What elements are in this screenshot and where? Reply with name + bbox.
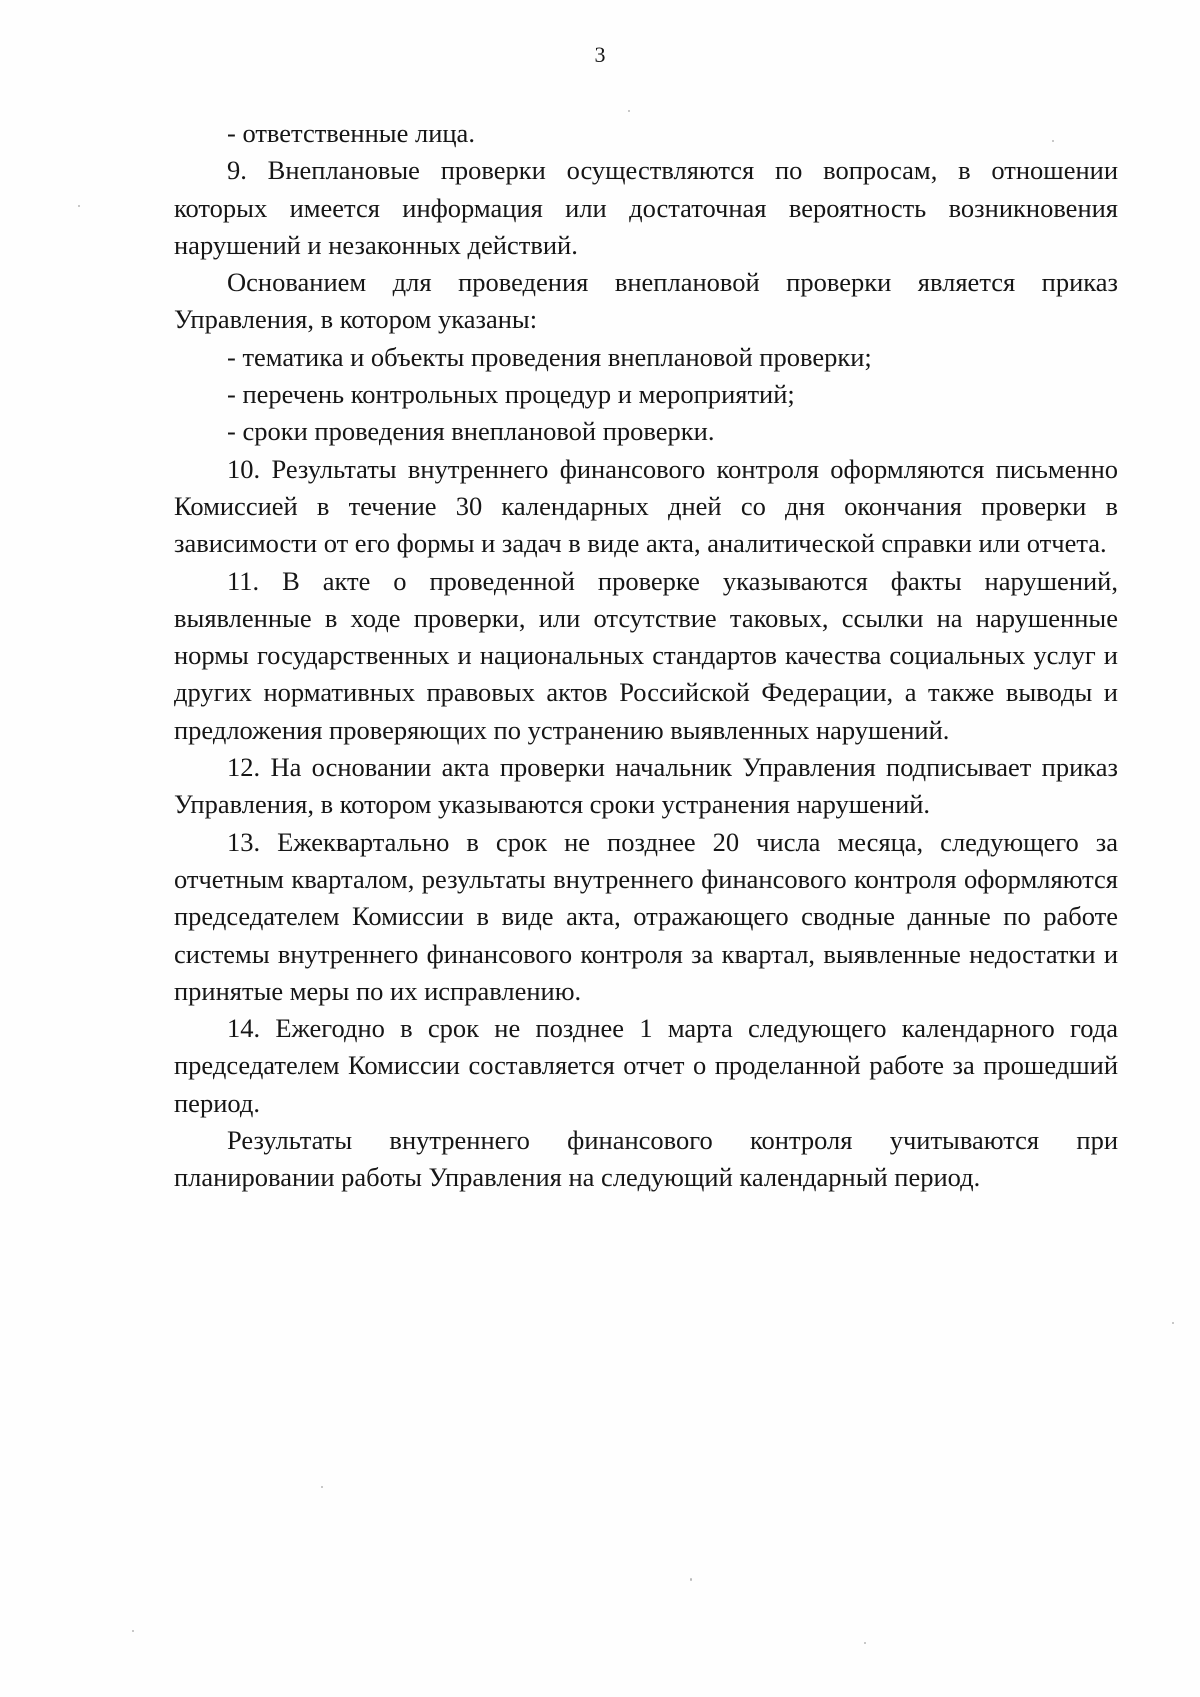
list-item-deadlines: - сроки проведения внеплановой проверки. [227,416,715,447]
paragraph-9-unscheduled-checks: 9. Внеплановые проверки осуществляются по вопросам, в отношении которых имеется информация или достаточная вероятность возникновения нарушений и незаконных действий. [174,155,1118,260]
paragraph-10-results: 10. Результаты внутреннего финансового контроля оформляются письменно Комиссией в течение 30 календарных дней со дня окончания проверки в зависимости от его формы и задач в виде акта, аналитической справки или отчета. [174,453,1118,559]
list-item-procedures: - перечень контрольных процедур и мероприятий; [227,379,795,410]
scan-speck [628,110,630,112]
document-body [174,115,1118,1197]
paragraph-grounds-for-check: Основанием для проведения внеплановой проверки является приказ Управления, в котором указаны: [174,267,1118,335]
scan-speck [864,1642,866,1644]
paragraph-13-quarterly: 13. Ежеквартально в срок не позднее 20 числа месяца, следующего за отчетным кварталом, результаты внутреннего финансового контроля оформляются председателем Комиссии в виде акта, отражающего сводные данные по работе системы внутреннего финансового контроля за квартал, выявленные недостатки и принятые меры по их исправлению. [174,826,1118,1006]
page-number: 3 [594,42,606,67]
scan-speck [321,1486,323,1488]
paragraph-11-act-contents: 11. В акте о проведенной проверке указываются факты нарушений, выявленные в ходе проверки, или отсутствие таковых, ссылки на нарушенные нормы государственных и национальных стандартов качества социальных услуг и других нормативных правовых актов Российской Федерации, а также выводы и предложения проверяющих по устранению выявленных нарушений. [174,565,1118,745]
paragraph-responsible-persons: - ответственные лица. [227,118,475,148]
paragraph-14-annual: 14. Ежегодно в срок не позднее 1 марта следующего календарного года председателем Комиссии составляется отчет о проделанной работе за прошедший период. [174,1013,1118,1118]
scan-speck [132,1630,134,1632]
scan-speck [690,1578,692,1581]
scan-speck [78,205,80,207]
scan-speck [1052,140,1054,142]
paragraph-12-order: 12. На основании акта проверки начальник Управления подписывает приказ Управления, в котором указываются сроки устранения нарушений. [174,752,1118,820]
list-item-topics: - тематика и объекты проведения внеплановой проверки; [227,341,872,372]
scan-speck [1172,1322,1174,1324]
paragraph-results-planning: Результаты внутреннего финансового контроля учитываются при планировании работы Управления на следующий календарный период. [174,1125,1118,1193]
